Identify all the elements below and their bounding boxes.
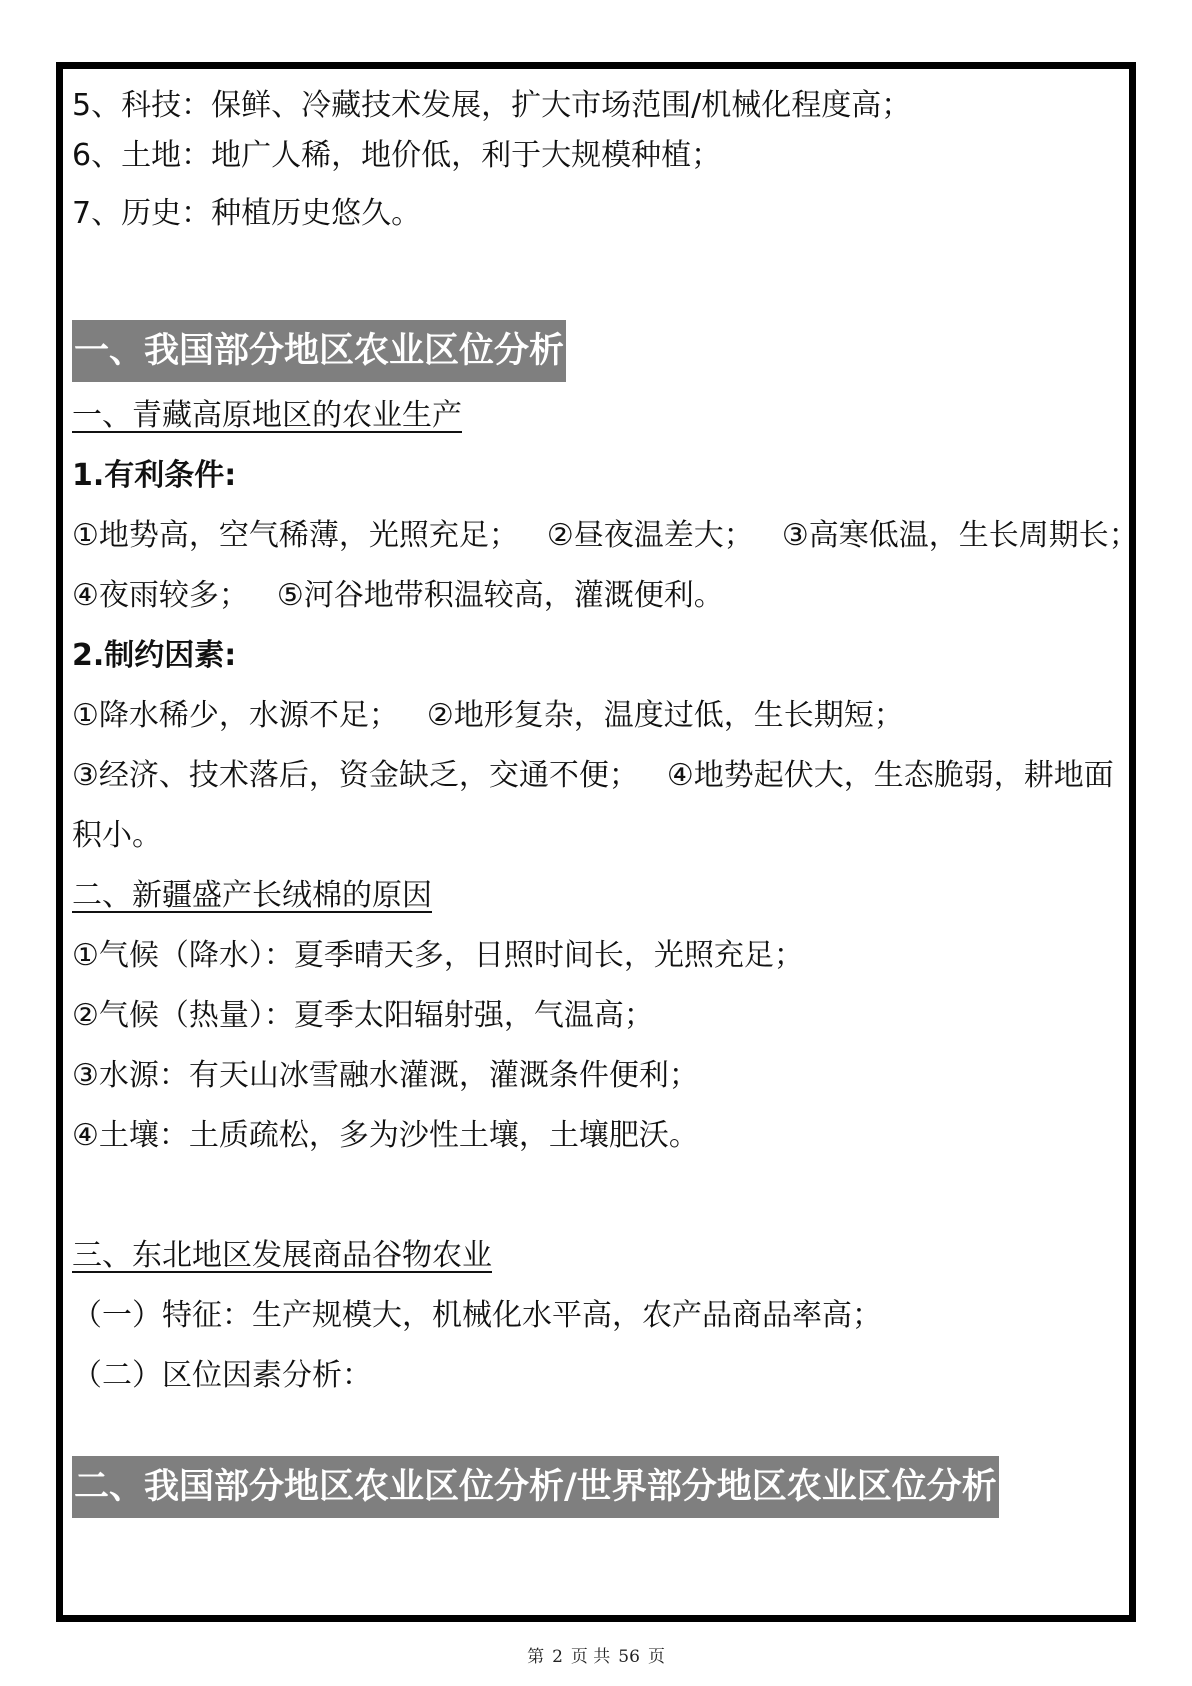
- list-item: ④土壤：土质疏松，多为沙性土壤，土壤肥沃。: [72, 1118, 699, 1153]
- limiting-factors-line3: 积小。: [72, 818, 162, 853]
- limiting-factors-label: 2.制约因素:: [72, 638, 237, 673]
- total-pages: 56: [618, 1647, 640, 1667]
- list-item: ②气候（热量）：夏季太阳辐射强，气温高；: [72, 998, 654, 1033]
- limiting-factors-line1: ①降水稀少，水源不足； ②地形复杂，温度过低，生长期短；: [72, 698, 904, 733]
- section-heading-2: 二、我国部分地区农业区位分析/世界部分地区农业区位分析: [72, 1456, 999, 1518]
- list-item: ③水源：有天山冰雪融水灌溉，灌溉条件便利；: [72, 1058, 699, 1093]
- subsection-title-dongbei: 三、东北地区发展商品谷物农业: [72, 1238, 492, 1273]
- text-line-land: 6、土地：地广人稀，地价低，利于大规模种植；: [72, 138, 722, 173]
- limiting-factors-line2: ③经济、技术落后，资金缺乏，交通不便； ④地势起伏大，生态脆弱，耕地面: [72, 758, 1114, 793]
- favorable-conditions-label: 1.有利条件:: [72, 458, 237, 493]
- page-footer: 第 2 页 共 56 页: [527, 1647, 665, 1667]
- favorable-conditions-line1: ①地势高，空气稀薄，光照充足； ②昼夜温差大； ③高寒低温，生长周期长；: [72, 518, 1139, 553]
- section-heading-1: 一、我国部分地区农业区位分析: [72, 320, 566, 382]
- list-item: （一）特征：生产规模大，机械化水平高，农产品商品率高；: [72, 1298, 882, 1333]
- text-line-history: 7、历史：种植历史悠久。: [72, 196, 422, 231]
- page-number: 2: [552, 1647, 563, 1667]
- favorable-conditions-line2: ④夜雨较多； ⑤河谷地带积温较高，灌溉便利。: [72, 578, 724, 613]
- list-item: ①气候（降水）：夏季晴天多，日照时间长，光照充足；: [72, 938, 804, 973]
- subsection-title-xinjiang: 二、新疆盛产长绒棉的原因: [72, 878, 432, 913]
- text-line-tech: 5、科技：保鲜、冷藏技术发展，扩大市场范围/机械化程度高；: [72, 88, 912, 123]
- list-item: （二）区位因素分析：: [72, 1358, 372, 1393]
- subsection-title-qingzang: 一、青藏高原地区的农业生产: [72, 398, 462, 433]
